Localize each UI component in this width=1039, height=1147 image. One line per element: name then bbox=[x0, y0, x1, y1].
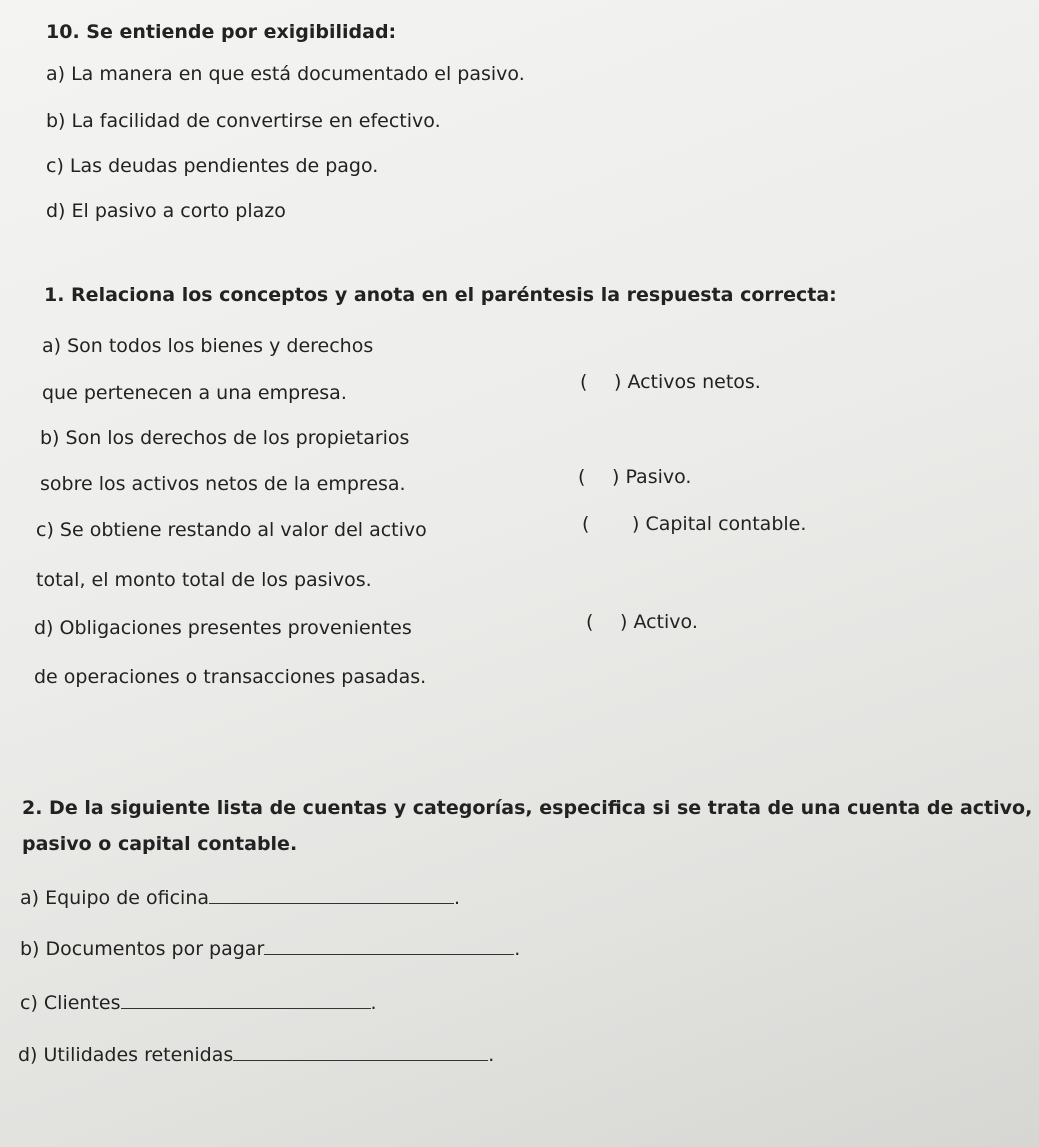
q1-answer-activo[interactable] bbox=[586, 610, 698, 634]
answer-blank[interactable] bbox=[121, 990, 371, 1009]
q1-answer-activos-netos[interactable] bbox=[580, 370, 761, 394]
answer-parenthesis[interactable]: ( bbox=[578, 466, 586, 488]
answer-label: ) Activo. bbox=[620, 611, 698, 633]
answer-label: ) Capital contable. bbox=[632, 513, 807, 535]
answer-blank[interactable] bbox=[233, 1042, 488, 1061]
answer-parenthesis[interactable]: ( bbox=[586, 611, 594, 633]
q10-option-b: b) La facilidad de convertirse en efectivo. bbox=[46, 110, 441, 132]
q1-concept-b-line2: sobre los activos netos de la empresa. bbox=[40, 473, 406, 495]
item-label: b) Documentos por pagar bbox=[20, 938, 265, 960]
end-punct: . bbox=[514, 938, 521, 960]
answer-label: ) Activos netos. bbox=[614, 371, 761, 393]
q2-item-b bbox=[20, 936, 520, 961]
q10-title: 10. Se entiende por exigibilidad: bbox=[46, 21, 397, 43]
q1-concept-c-line1: c) Se obtiene restando al valor del activo bbox=[36, 519, 427, 541]
q1-concept-d-line2: de operaciones o transacciones pasadas. bbox=[34, 666, 427, 688]
end-punct: . bbox=[454, 887, 461, 909]
q10-option-c: c) Las deudas pendientes de pago. bbox=[46, 155, 379, 177]
item-label: d) Utilidades retenidas bbox=[18, 1044, 234, 1066]
answer-blank[interactable] bbox=[209, 885, 454, 904]
q1-answer-pasivo[interactable] bbox=[578, 465, 691, 489]
answer-blank[interactable] bbox=[264, 936, 514, 955]
end-punct: . bbox=[370, 992, 377, 1014]
q2-item-a bbox=[20, 885, 460, 910]
q10-option-d: d) El pasivo a corto plazo bbox=[46, 200, 286, 222]
q2-item-d bbox=[18, 1042, 494, 1067]
answer-parenthesis[interactable]: ( bbox=[580, 371, 588, 393]
q1-answer-capital-contable[interactable] bbox=[582, 512, 806, 536]
q2-item-c bbox=[20, 990, 377, 1015]
end-punct: . bbox=[488, 1044, 495, 1066]
q10-option-a: a) La manera en que está documentado el pasivo. bbox=[46, 63, 525, 85]
item-label: c) Clientes bbox=[20, 992, 121, 1014]
q1-title: 1. Relaciona los conceptos y anota en el paréntesis la respuesta correcta: bbox=[44, 284, 837, 306]
q2-title-line1: 2. De la siguiente lista de cuentas y categorías, especifica si se trata de una cuenta de activo, bbox=[22, 797, 1033, 819]
q1-concept-a-line1: a) Son todos los bienes y derechos bbox=[42, 335, 374, 357]
q1-concept-b-line1: b) Son los derechos de los propietarios bbox=[40, 427, 410, 449]
q2-title-line2: pasivo o capital contable. bbox=[22, 833, 298, 855]
q1-concept-c-line2: total, el monto total de los pasivos. bbox=[36, 569, 372, 591]
item-label: a) Equipo de oficina bbox=[20, 887, 209, 909]
q1-concept-d-line1: d) Obligaciones presentes provenientes bbox=[34, 617, 412, 639]
q1-concept-a-line2: que pertenecen a una empresa. bbox=[42, 382, 347, 404]
answer-label: ) Pasivo. bbox=[612, 466, 692, 488]
answer-parenthesis[interactable]: ( bbox=[582, 513, 590, 535]
